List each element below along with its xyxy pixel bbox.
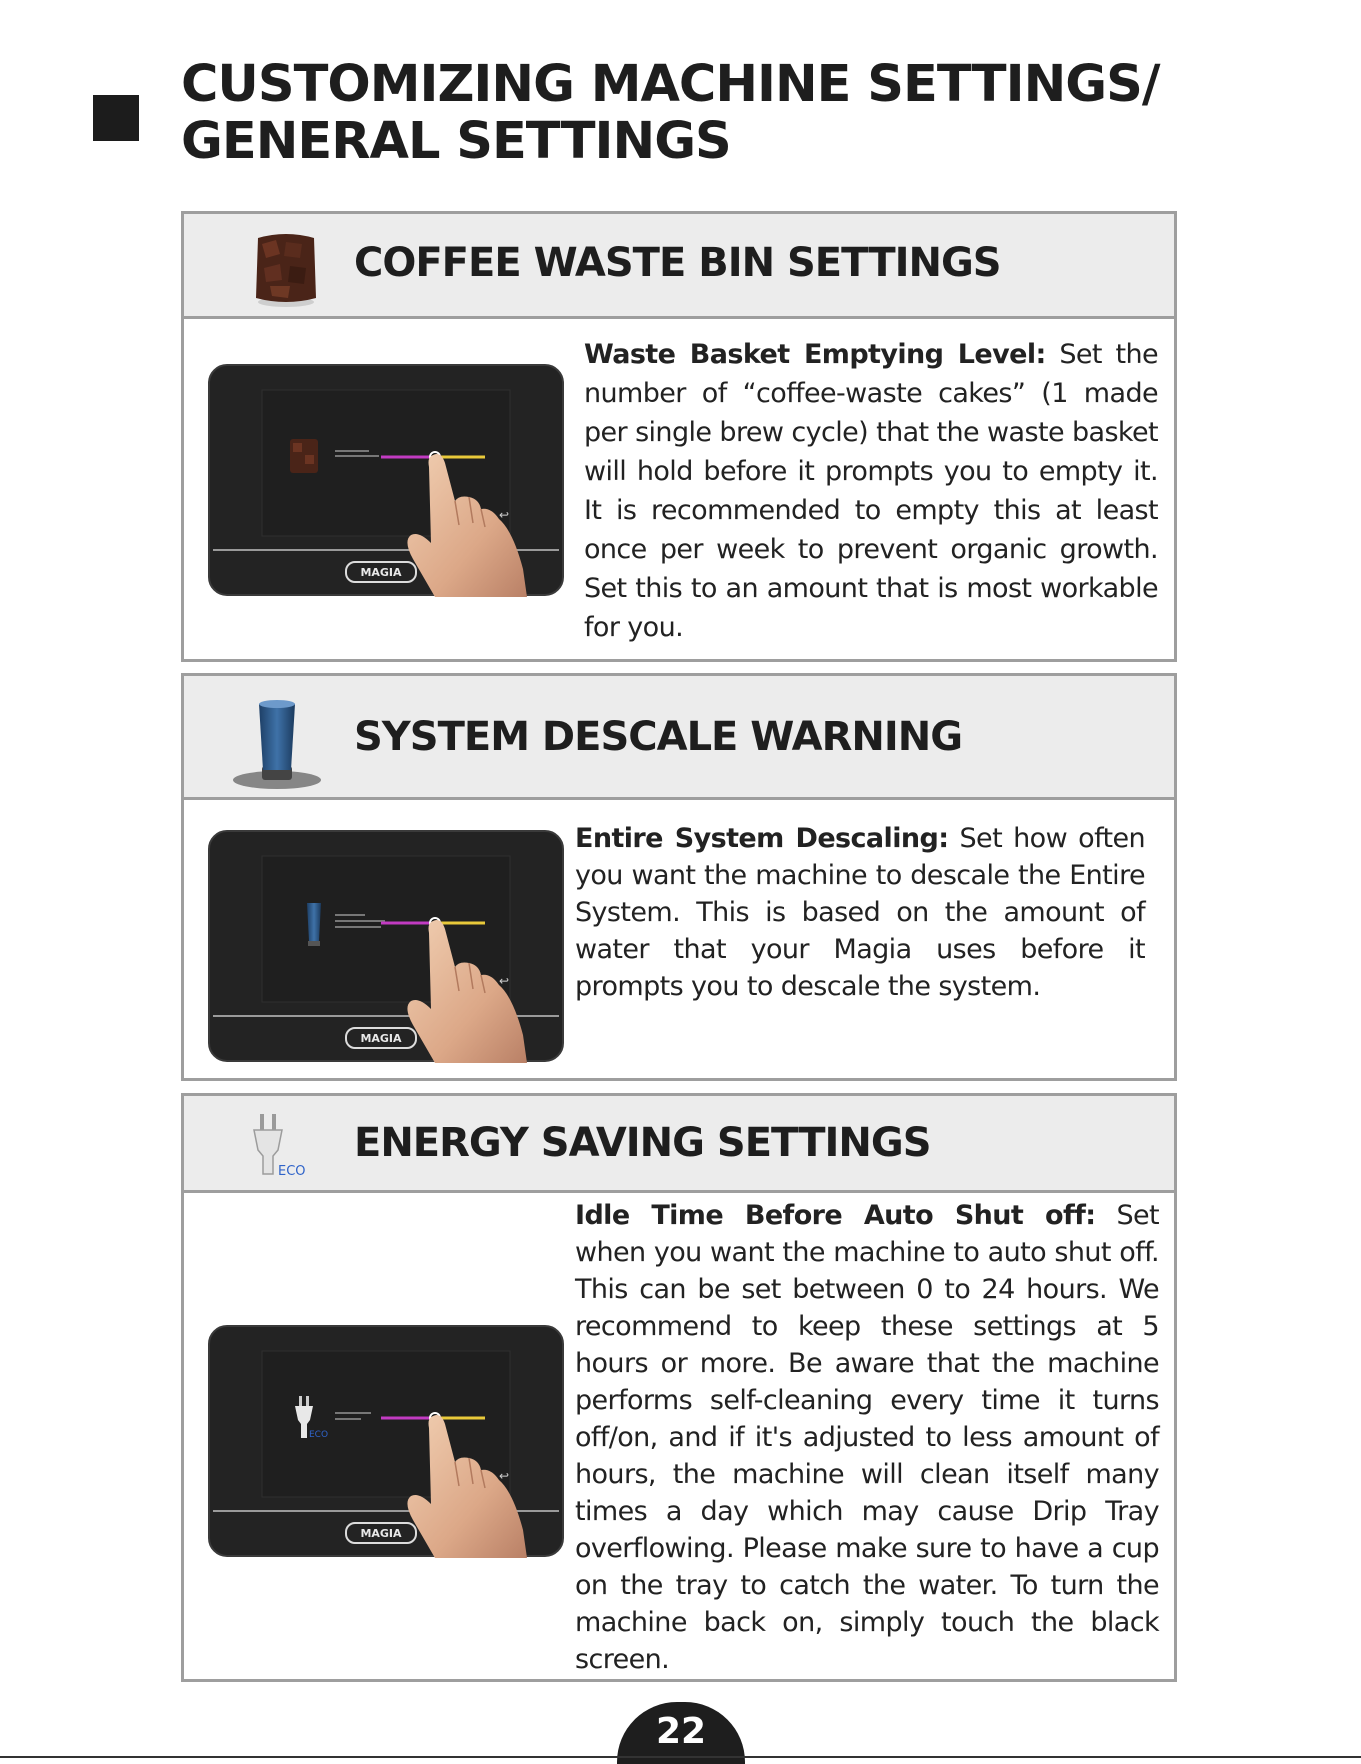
setting-description: Set how often you want the machine to descale the Entire System. This is based on the amount of water that your Magia uses before it prompts you to descale the system. bbox=[575, 823, 1146, 1002]
section-description bbox=[584, 335, 1158, 647]
setting-term: Entire System Descaling: bbox=[575, 823, 949, 854]
section-description bbox=[575, 1197, 1159, 1678]
coffee-waste-bin-section bbox=[181, 211, 1177, 662]
page-title-line-2: GENERAL SETTINGS bbox=[181, 112, 731, 171]
descale-cartridge-icon bbox=[307, 903, 321, 946]
section-title: COFFEE WASTE BIN SETTINGS bbox=[354, 240, 1001, 286]
coffee-waste-cake-icon bbox=[250, 228, 322, 312]
eco-plug-icon bbox=[250, 1112, 310, 1186]
system-descale-section bbox=[181, 673, 1177, 1081]
eco-label: ECO bbox=[278, 1164, 306, 1179]
svg-text:↩: ↩ bbox=[499, 1469, 510, 1483]
setting-description: Set when you want the machine to auto shut off. This can be set between 0 to 24 hours. We recommend to keep these settings at 5 hours or more. Be aware that the machine performs self-cleaning every time it turns off/on, and if it's adjusted to less amount of hours, the machine will clean itself many times a day which may cause Drip Tray overflowing. Please make sure to have a cup on the tray to catch the water. To turn the machine back on, simply touch the black screen. bbox=[575, 1200, 1160, 1675]
section-header bbox=[184, 1096, 1174, 1193]
screen-brand-logo: MAGIA bbox=[360, 1032, 402, 1045]
section-header bbox=[184, 214, 1174, 319]
section-title: ENERGY SAVING SETTINGS bbox=[354, 1120, 931, 1166]
section-header bbox=[184, 676, 1174, 800]
screen-brand-logo: MAGIA bbox=[360, 566, 402, 579]
coffee-waste-cake-icon bbox=[290, 439, 318, 473]
page-title bbox=[181, 56, 1159, 170]
touchscreen-illustration bbox=[207, 829, 565, 1063]
page-number: 22 bbox=[617, 1702, 745, 1764]
touchscreen-illustration bbox=[207, 1324, 565, 1558]
section-description bbox=[575, 820, 1145, 1005]
svg-text:↩: ↩ bbox=[499, 508, 510, 522]
section-title: SYSTEM DESCALE WARNING bbox=[354, 714, 963, 760]
setting-term: Idle Time Before Auto Shut off: bbox=[575, 1200, 1096, 1231]
bottom-rule bbox=[0, 1756, 1361, 1758]
descale-cartridge-icon bbox=[222, 696, 332, 800]
touchscreen-illustration bbox=[207, 363, 565, 597]
title-marker bbox=[93, 95, 139, 141]
setting-description: Set the number of “coffee-waste cakes” (1 made per single brew cycle) that the waste basket will hold before it prompts you to empty it. It is recommended to empty this at least once per week to prevent organic growth. Set this to an amount that is most workable for you. bbox=[584, 339, 1159, 643]
energy-saving-section bbox=[181, 1093, 1177, 1682]
svg-text:↩: ↩ bbox=[499, 974, 510, 988]
page-title-line-1: CUSTOMIZING MACHINE SETTINGS/ bbox=[181, 55, 1160, 114]
setting-term: Waste Basket Emptying Level: bbox=[584, 339, 1046, 370]
screen-brand-logo: MAGIA bbox=[360, 1527, 402, 1540]
svg-text:ECO: ECO bbox=[309, 1430, 329, 1440]
